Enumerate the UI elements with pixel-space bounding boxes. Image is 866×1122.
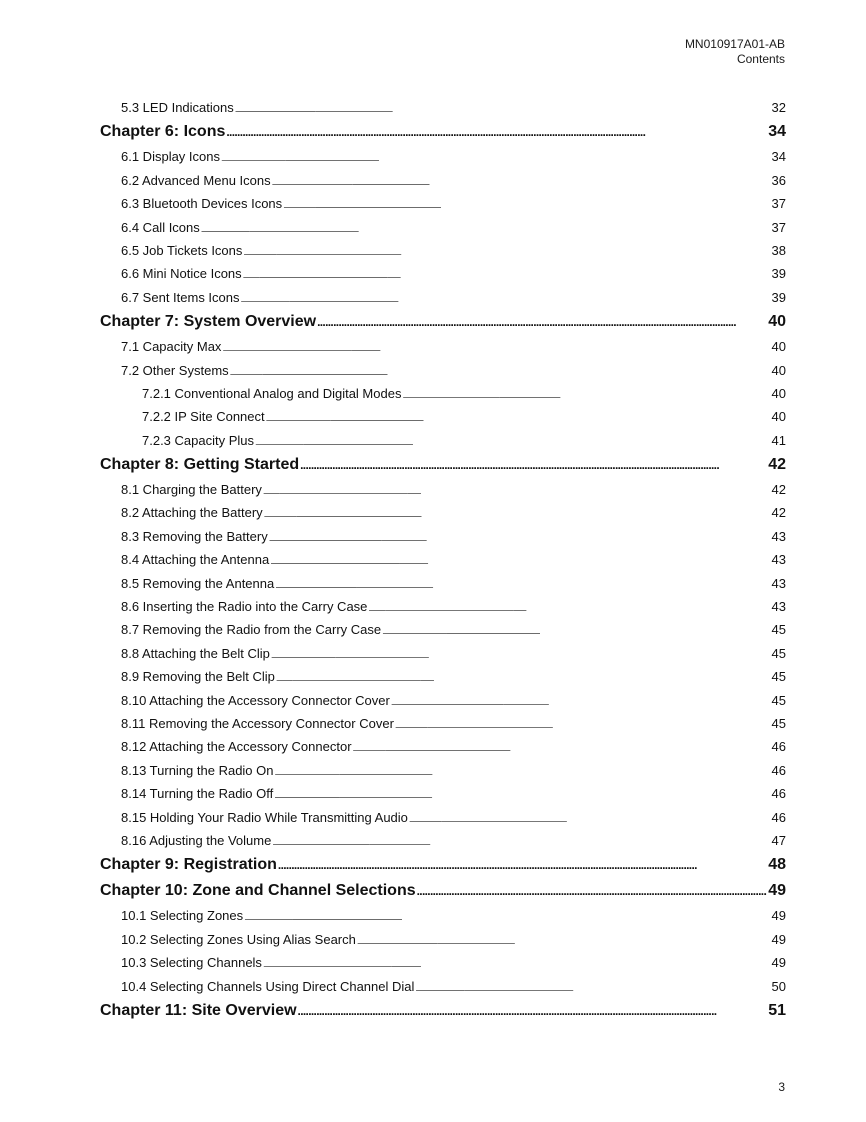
toc-dot-leader	[272, 169, 771, 192]
toc-section-entry[interactable]	[100, 548, 786, 571]
toc-dot-leader	[226, 119, 767, 145]
toc-dot-leader	[275, 759, 771, 782]
toc-dot-leader	[201, 216, 771, 239]
toc-section-entry[interactable]	[100, 525, 786, 548]
toc-dot-leader	[243, 239, 770, 262]
toc-section-entry[interactable]	[100, 239, 786, 262]
toc-entry-page: 46	[771, 786, 786, 802]
toc-entry-page: 49	[768, 882, 786, 900]
toc-entry-label: Chapter 9: Registration	[100, 856, 277, 874]
toc-entry-label: 10.3 Selecting Channels	[121, 955, 262, 971]
toc-entry-label: 7.2 Other Systems	[121, 362, 229, 378]
toc-dot-leader	[230, 359, 771, 382]
page-header	[685, 37, 785, 67]
toc-entry-label: 8.1 Charging the Battery	[121, 482, 262, 498]
toc-entry-label: 10.2 Selecting Zones Using Alias Search	[121, 931, 356, 947]
toc-section-entry[interactable]	[100, 405, 786, 428]
toc-dot-leader	[243, 262, 771, 285]
toc-entry-page: 40	[771, 385, 786, 401]
toc-dot-leader	[235, 96, 771, 119]
toc-entry-label: 6.2 Advanced Menu Icons	[121, 172, 271, 188]
toc-entry-page: 34	[771, 149, 786, 165]
toc-section-entry[interactable]	[100, 689, 786, 712]
toc-entry-label: 8.11 Removing the Accessory Connector Cover	[121, 715, 394, 731]
toc-entry-page: 45	[771, 669, 786, 685]
toc-entry-page: 45	[771, 692, 786, 708]
toc-section-entry[interactable]	[100, 782, 786, 805]
toc-entry-label: 7.2.2 IP Site Connect	[142, 409, 265, 425]
toc-section-entry[interactable]	[100, 382, 786, 405]
toc-entry-page: 40	[771, 362, 786, 378]
toc-entry-page: 42	[771, 505, 786, 521]
toc-entry-page: 45	[771, 645, 786, 661]
toc-dot-leader	[272, 829, 770, 852]
toc-entry-label: 8.2 Attaching the Battery	[121, 505, 263, 521]
toc-entry-label: 8.13 Turning the Radio On	[121, 762, 274, 778]
toc-dot-leader	[402, 382, 770, 405]
toc-entry-page: 50	[771, 978, 786, 994]
toc-entry-label: 8.3 Removing the Battery	[121, 528, 268, 544]
toc-entry-label: Chapter 6: Icons	[100, 123, 226, 141]
toc-dot-leader	[271, 642, 771, 665]
toc-dot-leader	[275, 572, 770, 595]
toc-section-entry[interactable]	[100, 335, 786, 358]
toc-entry-page: 51	[768, 1001, 786, 1019]
toc-entry-label: 10.1 Selecting Zones	[121, 908, 244, 924]
toc-entry-label: 8.12 Attaching the Accessory Connector	[121, 739, 352, 755]
toc-dot-leader	[274, 782, 770, 805]
toc-chapter-entry[interactable]	[100, 998, 786, 1024]
toc-section-entry[interactable]	[100, 216, 786, 239]
toc-dot-leader	[382, 618, 770, 641]
toc-dot-leader	[353, 735, 771, 758]
toc-section-entry[interactable]	[100, 192, 786, 215]
toc-entry-label: 8.15 Holding Your Radio While Transmitting Audio	[121, 809, 408, 825]
toc-section-entry[interactable]	[100, 262, 786, 285]
toc-dot-leader	[255, 429, 771, 452]
toc-entry-page: 49	[771, 955, 786, 971]
toc-entry-label: 8.14 Turning the Radio Off	[121, 786, 274, 802]
toc-entry-label: 8.16 Adjusting the Volume	[121, 832, 272, 848]
toc-entry-page: 43	[771, 528, 786, 544]
toc-entry-page: 45	[771, 715, 786, 731]
toc-entry-label: 8.4 Attaching the Antenna	[121, 552, 270, 568]
toc-dot-leader	[221, 145, 771, 168]
toc-dot-leader	[241, 286, 771, 309]
toc-section-entry[interactable]	[100, 359, 786, 382]
section-name: Contents	[736, 52, 785, 66]
toc-entry-page: 49	[771, 908, 786, 924]
toc-section-entry[interactable]	[100, 712, 786, 735]
toc-entry-label: Chapter 8: Getting Started	[100, 456, 300, 474]
toc-entry-label: 6.6 Mini Notice Icons	[121, 266, 242, 282]
toc-entry-page: 32	[771, 100, 786, 115]
toc-entry-label: 8.9 Removing the Belt Clip	[121, 669, 275, 685]
toc-entry-page: 45	[771, 622, 786, 638]
toc-dot-leader	[391, 689, 771, 712]
toc-section-entry[interactable]	[100, 572, 786, 595]
toc-entry-page: 38	[771, 242, 786, 258]
toc-section-entry[interactable]	[100, 96, 786, 119]
toc-entry-label: Chapter 7: System Overview	[100, 313, 317, 331]
toc-dot-leader	[395, 712, 771, 735]
toc-entry-label: 10.4 Selecting Channels Using Direct Channel Dial	[121, 978, 415, 994]
toc-entry-page: 43	[771, 575, 786, 591]
toc-entry-page: 47	[771, 832, 786, 848]
toc-entry-page: 46	[771, 809, 786, 825]
toc-entry-page: 37	[771, 219, 786, 235]
toc-entry-page: 41	[771, 432, 786, 448]
toc-dot-leader	[269, 525, 771, 548]
toc-section-entry[interactable]	[100, 501, 786, 524]
toc-dot-leader	[244, 904, 770, 927]
toc-entry-page: 36	[771, 172, 786, 188]
toc-section-entry[interactable]	[100, 806, 786, 829]
document-id: MN010917A01-AB	[684, 37, 785, 51]
toc-section-entry[interactable]	[100, 286, 786, 309]
toc-entry-label: 6.5 Job Tickets Icons	[121, 242, 243, 258]
toc-section-entry[interactable]	[100, 429, 786, 452]
toc-dot-leader	[417, 878, 768, 904]
toc-section-entry[interactable]	[100, 478, 786, 501]
toc-dot-leader	[300, 452, 767, 478]
toc-section-entry[interactable]	[100, 975, 786, 998]
toc-entry-page: 43	[771, 599, 786, 615]
toc-dot-leader	[263, 951, 771, 974]
toc-section-entry[interactable]	[100, 759, 786, 782]
toc-dot-leader	[317, 309, 767, 335]
toc-entry-label: 8.8 Attaching the Belt Clip	[121, 645, 270, 661]
toc-entry-label: 6.7 Sent Items Icons	[121, 289, 240, 305]
toc-section-entry[interactable]	[100, 904, 786, 927]
toc-entry-page: 40	[771, 409, 786, 425]
toc-section-entry[interactable]	[100, 618, 786, 641]
toc-section-entry[interactable]	[100, 595, 786, 618]
toc-entry-page: 40	[768, 313, 786, 331]
toc-chapter-entry[interactable]	[100, 452, 786, 478]
toc-dot-leader	[415, 975, 770, 998]
table-of-contents	[100, 96, 786, 1024]
toc-section-entry[interactable]	[100, 928, 786, 951]
toc-entry-label: 8.7 Removing the Radio from the Carry Case	[121, 622, 382, 638]
toc-section-entry[interactable]	[100, 735, 786, 758]
toc-dot-leader	[357, 928, 771, 951]
toc-entry-label: 6.3 Bluetooth Devices Icons	[121, 196, 283, 212]
toc-entry-label: 8.10 Attaching the Accessory Connector Cover	[121, 692, 390, 708]
toc-dot-leader	[264, 501, 771, 524]
toc-entry-label: Chapter 10: Zone and Channel Selections	[100, 882, 416, 900]
toc-dot-leader	[283, 192, 770, 215]
toc-entry-page: 37	[771, 196, 786, 212]
toc-entry-page: 42	[771, 482, 786, 498]
toc-entry-page: 34	[768, 123, 786, 141]
toc-section-entry[interactable]	[100, 951, 786, 974]
toc-section-entry[interactable]	[100, 169, 786, 192]
toc-entry-page: 42	[768, 456, 786, 474]
toc-entry-label: 5.3 LED Indications	[121, 100, 234, 115]
toc-section-entry[interactable]	[100, 145, 786, 168]
toc-entry-label: 8.5 Removing the Antenna	[121, 575, 275, 591]
toc-entry-page: 39	[771, 289, 786, 305]
toc-entry-label: 7.2.3 Capacity Plus	[142, 432, 255, 448]
toc-entry-label: 7.2.1 Conventional Analog and Digital Modes	[142, 385, 402, 401]
toc-dot-leader	[298, 998, 768, 1024]
toc-dot-leader	[278, 852, 767, 878]
toc-dot-leader	[263, 478, 771, 501]
toc-entry-page: 43	[771, 552, 786, 568]
toc-entry-page: 40	[771, 339, 786, 355]
toc-chapter-entry[interactable]	[100, 878, 786, 904]
toc-entry-label: 7.1 Capacity Max	[121, 339, 222, 355]
toc-dot-leader	[409, 806, 771, 829]
toc-entry-page: 46	[771, 739, 786, 755]
toc-entry-page: 46	[771, 762, 786, 778]
toc-chapter-entry[interactable]	[100, 119, 786, 145]
toc-entry-label: 6.4 Call Icons	[121, 219, 200, 235]
toc-entry-page: 39	[771, 266, 786, 282]
toc-entry-label: 6.1 Display Icons	[121, 149, 220, 165]
toc-entry-page: 48	[768, 856, 786, 874]
page-number: 3	[778, 1080, 785, 1094]
toc-entry-label: 8.6 Inserting the Radio into the Carry Case	[121, 599, 368, 615]
toc-dot-leader	[276, 665, 771, 688]
toc-section-entry[interactable]	[100, 665, 786, 688]
toc-dot-leader	[270, 548, 770, 571]
toc-section-entry[interactable]	[100, 829, 786, 852]
toc-chapter-entry[interactable]	[100, 852, 786, 878]
toc-chapter-entry[interactable]	[100, 309, 786, 335]
toc-entry-label: Chapter 11: Site Overview	[100, 1001, 297, 1019]
toc-dot-leader	[266, 405, 771, 428]
toc-section-entry[interactable]	[100, 642, 786, 665]
toc-dot-leader	[368, 595, 770, 618]
toc-entry-page: 49	[771, 931, 786, 947]
toc-dot-leader	[222, 335, 770, 358]
